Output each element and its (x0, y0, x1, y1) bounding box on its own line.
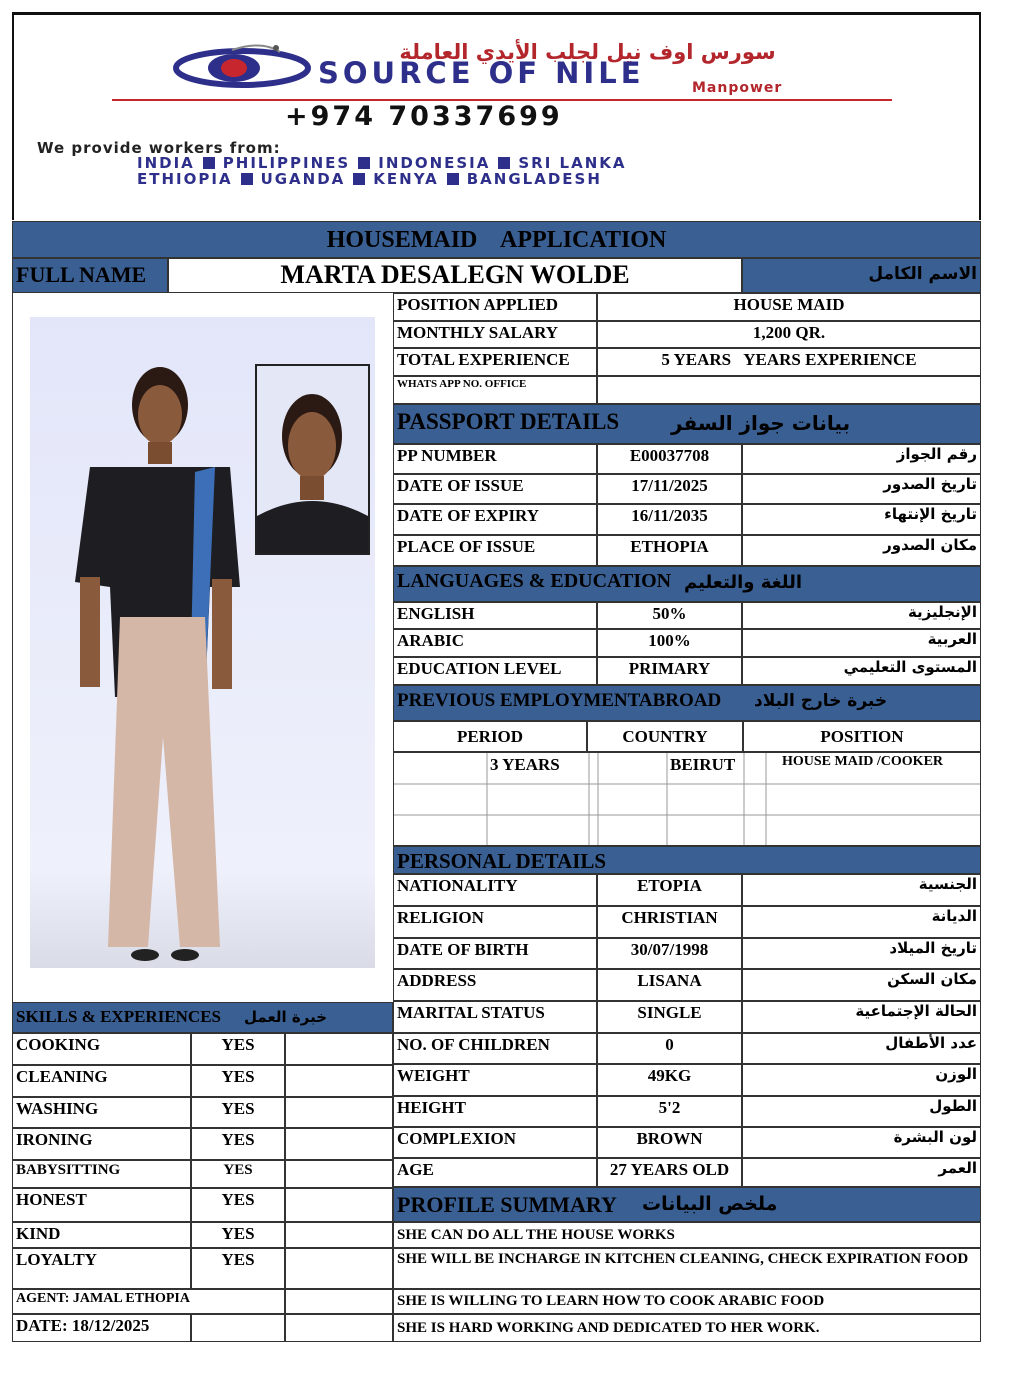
personal-label: NATIONALITY (393, 874, 597, 906)
profile-line: SHE CAN DO ALL THE HOUSE WORKS (393, 1222, 981, 1248)
personal-label: NO. OF CHILDREN (393, 1033, 597, 1064)
full-name-value: MARTA DESALEGN WOLDE (168, 258, 742, 293)
total-experience-value: 5 YEARS YEARS EXPERIENCE (597, 348, 981, 376)
position-applied-value: HOUSE MAID (597, 293, 981, 321)
skill-note (285, 1188, 393, 1222)
education-label: EDUCATION LEVEL (393, 657, 597, 685)
profile-line: SHE IS HARD WORKING AND DEDICATED TO HER WORK. (393, 1314, 981, 1342)
employment-title-arabic: خبرة خارج البلاد (754, 691, 888, 711)
agent-line: AGENT: JAMAL ETHOPIA (12, 1289, 285, 1314)
personal-arabic: تاريخ الميلاد (742, 938, 981, 969)
personal-arabic: الوزن (742, 1064, 981, 1096)
pp-number-label: PP NUMBER (393, 444, 597, 474)
personal-section-header: PERSONAL DETAILS (393, 846, 981, 874)
period-header: PERIOD (393, 721, 587, 752)
company-tagline: Manpower (692, 80, 783, 96)
company-name-arabic: سورس اوف نيل لجلب الأيدي العاملة (399, 40, 776, 64)
skill-label: BABYSITTING (12, 1160, 191, 1188)
personal-value: 49KG (597, 1064, 742, 1096)
country-item: BANGLADESH (466, 170, 602, 188)
skill-label: WASHING (12, 1097, 191, 1128)
place-of-issue-label: PLACE OF ISSUE (393, 535, 597, 566)
personal-value: 27 YEARS OLD (597, 1158, 742, 1187)
country-item: SRI LANKA (518, 154, 627, 172)
position-applied-label: POSITION APPLIED (393, 293, 597, 321)
pp-number-arabic: رقم الجواز (742, 444, 981, 474)
country-item: KENYA (373, 170, 439, 188)
skill-value: YES (191, 1033, 285, 1065)
english-label: ENGLISH (393, 602, 597, 629)
personal-value: 5'2 (597, 1096, 742, 1127)
skill-note (285, 1065, 393, 1097)
skill-value: YES (191, 1128, 285, 1160)
education-value: PRIMARY (597, 657, 742, 685)
skill-note (285, 1222, 393, 1248)
personal-arabic: الجنسية (742, 874, 981, 906)
personal-arabic: عدد الأطفال (742, 1033, 981, 1064)
passport-section-header (393, 404, 981, 444)
date-of-issue-label: DATE OF ISSUE (393, 474, 597, 504)
skill-note (285, 1128, 393, 1160)
skill-note (285, 1097, 393, 1128)
country-item: ETHIOPIA (137, 170, 233, 188)
personal-value: ETOPIA (597, 874, 742, 906)
english-arabic: الإنجليزية (742, 602, 981, 629)
personal-arabic: الطول (742, 1096, 981, 1127)
position-header: POSITION (743, 721, 981, 752)
personal-label: MARITAL STATUS (393, 1001, 597, 1033)
personal-arabic: مكان السكن (742, 969, 981, 1001)
country-item: INDIA (137, 154, 195, 172)
date-of-expiry-value: 16/11/2035 (597, 504, 742, 535)
arabic-label: ARABIC (393, 629, 597, 657)
whatsapp-label: WHATS APP NO. OFFICE (393, 376, 597, 404)
skill-note (285, 1160, 393, 1188)
employment-country: BEIRUT (670, 755, 736, 774)
full-name-arabic-label: الاسم الكامل (742, 258, 981, 293)
passport-title: PASSPORT DETAILS (397, 409, 620, 434)
personal-arabic: لون البشرة (742, 1127, 981, 1158)
personal-label: HEIGHT (393, 1096, 597, 1127)
personal-value: LISANA (597, 969, 742, 1001)
personal-arabic: العمر (742, 1158, 981, 1187)
personal-label: ADDRESS (393, 969, 597, 1001)
employment-section-header (393, 685, 981, 721)
personal-value: SINGLE (597, 1001, 742, 1033)
date-of-expiry-arabic: تاريخ الإنتهاء (742, 504, 981, 535)
form-date: DATE: 18/12/2025 (12, 1314, 191, 1342)
employment-table-body (393, 752, 981, 846)
skill-value: YES (191, 1248, 285, 1289)
profile-line: SHE IS WILLING TO LEARN HOW TO COOK ARABIC FOOD (393, 1289, 981, 1314)
passport-photo (255, 364, 370, 555)
education-arabic: المستوى التعليمي (742, 657, 981, 685)
languages-title: LANGUAGES & EDUCATION (397, 570, 672, 592)
country-item: INDONESIA (378, 154, 491, 172)
skills-section-header (12, 1002, 393, 1033)
personal-value: 30/07/1998 (597, 938, 742, 969)
date-of-issue-arabic: تاريخ الصدور (742, 474, 981, 504)
agency-phone: +974 70337699 (285, 101, 563, 132)
whatsapp-value (597, 376, 981, 404)
english-value: 50% (597, 602, 742, 629)
personal-value: 0 (597, 1033, 742, 1064)
countries-row-2 (137, 170, 877, 188)
form-date-spacer (191, 1314, 285, 1342)
personal-label: WEIGHT (393, 1064, 597, 1096)
profile-section-header (393, 1187, 981, 1222)
country-item: UGANDA (260, 170, 346, 188)
profile-line: SHE WILL BE INCHARGE IN KITCHEN CLEANING, CHECK EXPIRATION FOOD (393, 1248, 981, 1289)
form-date-spacer (285, 1314, 393, 1342)
employment-position: HOUSE MAID /COOKER (782, 754, 944, 769)
personal-label: DATE OF BIRTH (393, 938, 597, 969)
country-item: PHILIPPINES (222, 154, 351, 172)
arabic-value: 100% (597, 629, 742, 657)
languages-title-arabic: اللغة والتعليم (684, 572, 803, 593)
personal-arabic: الحالة الإجتماعية (742, 1001, 981, 1033)
personal-value: BROWN (597, 1127, 742, 1158)
skill-value: YES (191, 1222, 285, 1248)
skill-value: YES (191, 1188, 285, 1222)
arabic-arabic: العربية (742, 629, 981, 657)
pp-number-value: E00037708 (597, 444, 742, 474)
passport-title-arabic: بيانات جواز السفر (671, 411, 851, 435)
skill-value: YES (191, 1160, 285, 1188)
full-name-label: FULL NAME (12, 258, 168, 293)
personal-value: CHRISTIAN (597, 906, 742, 938)
form-title: HOUSEMAID APPLICATION (12, 221, 981, 258)
skill-label: LOYALTY (12, 1248, 191, 1289)
date-of-expiry-label: DATE OF EXPIRY (393, 504, 597, 535)
company-logo (172, 38, 312, 94)
company-name: SOURCE OF NILE (318, 56, 645, 90)
employment-title: PREVIOUS EMPLOYMENTABROAD (397, 690, 722, 711)
skill-value: YES (191, 1097, 285, 1128)
skill-label: HONEST (12, 1188, 191, 1222)
skill-note (285, 1248, 393, 1289)
employment-period: 3 YEARS (490, 755, 560, 774)
country-header: COUNTRY (587, 721, 743, 752)
skill-label: COOKING (12, 1033, 191, 1065)
skill-value: YES (191, 1065, 285, 1097)
monthly-salary-value: 1,200 QR. (597, 321, 981, 348)
personal-label: AGE (393, 1158, 597, 1187)
profile-title: PROFILE SUMMARY (397, 1192, 617, 1217)
profile-title-arabic: ملخص البيانات (642, 1193, 778, 1215)
skill-note (285, 1033, 393, 1065)
personal-arabic: الديانة (742, 906, 981, 938)
place-of-issue-value: ETHOPIA (597, 535, 742, 566)
agent-line-spacer (285, 1289, 393, 1314)
personal-label: RELIGION (393, 906, 597, 938)
skill-label: IRONING (12, 1128, 191, 1160)
languages-section-header (393, 566, 981, 602)
date-of-issue-value: 17/11/2025 (597, 474, 742, 504)
skill-label: CLEANING (12, 1065, 191, 1097)
place-of-issue-arabic: مكان الصدور (742, 535, 981, 566)
skill-label: KIND (12, 1222, 191, 1248)
skills-title: SKILLS & EXPERIENCES (16, 1007, 222, 1026)
skills-title-arabic: خبرة العمل (244, 1008, 328, 1026)
personal-label: COMPLEXION (393, 1127, 597, 1158)
monthly-salary-label: MONTHLY SALARY (393, 321, 597, 348)
total-experience-label: TOTAL EXPERIENCE (393, 348, 597, 376)
provide-heading: We provide workers from: (37, 139, 281, 157)
